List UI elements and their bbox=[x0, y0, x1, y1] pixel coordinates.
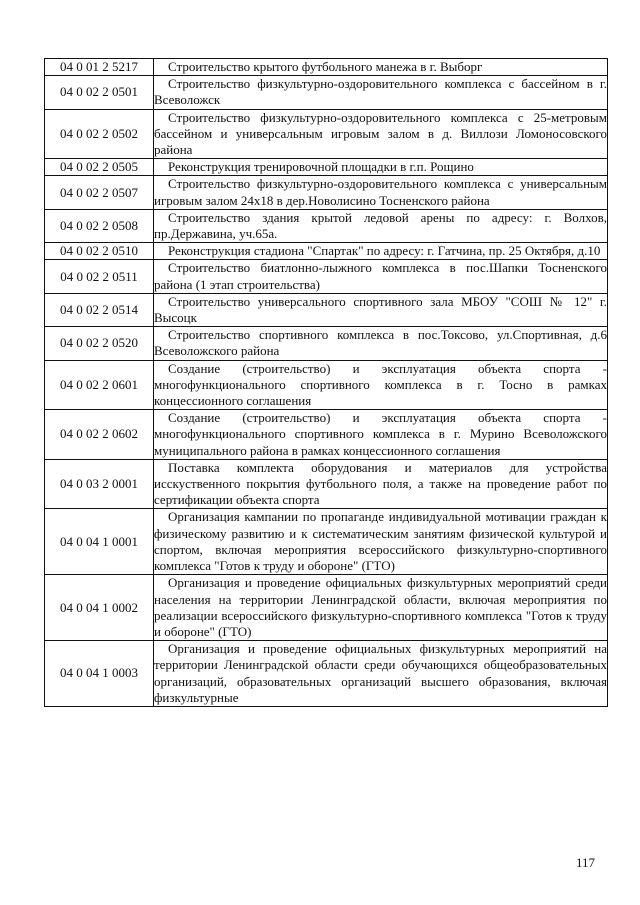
row-code: 04 0 02 2 0502 bbox=[45, 109, 154, 159]
row-code: 04 0 02 2 0602 bbox=[45, 410, 154, 460]
row-description-cell bbox=[154, 327, 608, 360]
row-description-cell bbox=[154, 410, 608, 460]
table-body bbox=[45, 59, 608, 707]
row-code: 04 0 02 2 0510 bbox=[45, 243, 154, 260]
row-description-cell bbox=[154, 360, 608, 410]
row-description-cell bbox=[154, 293, 608, 326]
table-row bbox=[45, 159, 608, 176]
row-description: Строительство биатлонно-лыжного комплекса в пос.Шапки Тосненского района (1 этап строительства) bbox=[154, 260, 607, 292]
table-row bbox=[45, 509, 608, 575]
row-description: Строительство универсального спортивного зала МБОУ "СОШ № 12" г. Высоцк bbox=[154, 293, 607, 326]
row-code: 04 0 02 2 0520 bbox=[45, 327, 154, 360]
row-description: Строительство физкультурно-оздоровительного комплекса с бассейном в г. Всеволожск bbox=[154, 76, 607, 108]
page-number: 117 bbox=[576, 855, 596, 870]
row-description: Строительство здания крытой ледовой арены по адресу: г. Волхов, пр.Державина, уч.65а. bbox=[154, 209, 607, 242]
row-description-cell bbox=[154, 575, 608, 641]
row-description-cell bbox=[154, 159, 608, 176]
row-description-cell bbox=[154, 641, 608, 707]
table-row bbox=[45, 209, 608, 242]
row-description: Реконструкция тренировочной площадки в г.п. Рощино bbox=[168, 159, 474, 175]
row-code: 04 0 02 2 0514 bbox=[45, 293, 154, 326]
row-code: 04 0 01 2 5217 bbox=[45, 59, 154, 76]
table-row bbox=[45, 459, 608, 509]
row-description-cell bbox=[154, 59, 608, 76]
row-code: 04 0 04 1 0001 bbox=[45, 509, 154, 575]
table-row bbox=[45, 59, 608, 76]
table-row bbox=[45, 109, 608, 159]
row-code: 04 0 03 2 0001 bbox=[45, 459, 154, 509]
table-row bbox=[45, 641, 608, 707]
row-description: Создание (строительство) и эксплуатация объекта спорта - многофункционального спортивного комплекса в г. Мурино Всеволожского муниципального района в рамках концессионного соглашения bbox=[154, 410, 607, 458]
row-code: 04 0 02 2 0501 bbox=[45, 76, 154, 109]
row-description: Строительство спортивного комплекса в пос.Токсово, ул.Спортивная, д.6 Всеволожского района bbox=[154, 327, 607, 359]
row-code: 04 0 02 2 0507 bbox=[45, 176, 154, 209]
row-code: 04 0 04 1 0003 bbox=[45, 641, 154, 707]
row-description-cell bbox=[154, 459, 608, 509]
row-code: 04 0 02 2 0511 bbox=[45, 260, 154, 293]
table-row bbox=[45, 76, 608, 109]
row-description: Строительство крытого футбольного манежа в г. Выборг bbox=[168, 59, 483, 74]
row-description: Организация кампании по пропаганде индивидуальной мотивации граждан к физическому развитию и к систематическим занятиям физической культурой и спортом, включая мероприятия всероссийского физкультурно-спортивного комплекса "Готов к труду и обороне" (ГТО) bbox=[154, 509, 607, 574]
row-description: Строительство физкультурно-оздоровительного комплекса с 25-метровым бассейном и универсальным игровым залом в д. Виллози Ломоносовского района bbox=[154, 109, 607, 158]
budget-code-table bbox=[44, 58, 608, 707]
row-description: Создание (строительство) и эксплуатация объекта спорта - многофункционального спортивного комплекса в г. Тосно в рамках концессионного соглашения bbox=[154, 360, 607, 409]
table-row bbox=[45, 410, 608, 460]
row-code: 04 0 02 2 0508 bbox=[45, 209, 154, 242]
row-description-cell bbox=[154, 260, 608, 293]
row-code: 04 0 02 2 0601 bbox=[45, 360, 154, 410]
row-description-cell bbox=[154, 76, 608, 109]
row-description: Реконструкция стадиона "Спартак" по адресу: г. Гатчина, пр. 25 Октября, д.10 bbox=[168, 243, 601, 259]
row-description: Организация и проведение официальных физкультурных мероприятий на территории Ленинградской области среди обучающихся общеобразовательных организаций, образовательных организаций высшего образования, включая физкультурные bbox=[154, 641, 607, 705]
table-row bbox=[45, 327, 608, 360]
row-code: 04 0 02 2 0505 bbox=[45, 159, 154, 176]
row-code: 04 0 04 1 0002 bbox=[45, 575, 154, 641]
row-description-cell bbox=[154, 509, 608, 575]
row-description-cell bbox=[154, 109, 608, 159]
table-row bbox=[45, 260, 608, 293]
row-description-cell bbox=[154, 176, 608, 209]
row-description-cell bbox=[154, 243, 608, 260]
table-row bbox=[45, 293, 608, 326]
table-row bbox=[45, 176, 608, 209]
row-description: Строительство физкультурно-оздоровительного комплекса с универсальным игровым залом 24х18 в дер.Новолисино Тосненского района bbox=[154, 176, 607, 208]
row-description: Организация и проведение официальных физкультурных мероприятий среди населения на территории Ленинградской области, включая мероприятия по реализации всероссийского физкультурно-спортивного комплекса "Готов к труду и обороне" (ГТО) bbox=[154, 575, 607, 639]
row-description: Поставка комплекта оборудования и материалов для устройства исскуственного покрытия футбольного поля, а также на проведение работ по сертификации объекта спорта bbox=[154, 459, 607, 508]
table-row bbox=[45, 360, 608, 410]
table-row bbox=[45, 243, 608, 260]
row-description-cell bbox=[154, 209, 608, 242]
table-row bbox=[45, 575, 608, 641]
